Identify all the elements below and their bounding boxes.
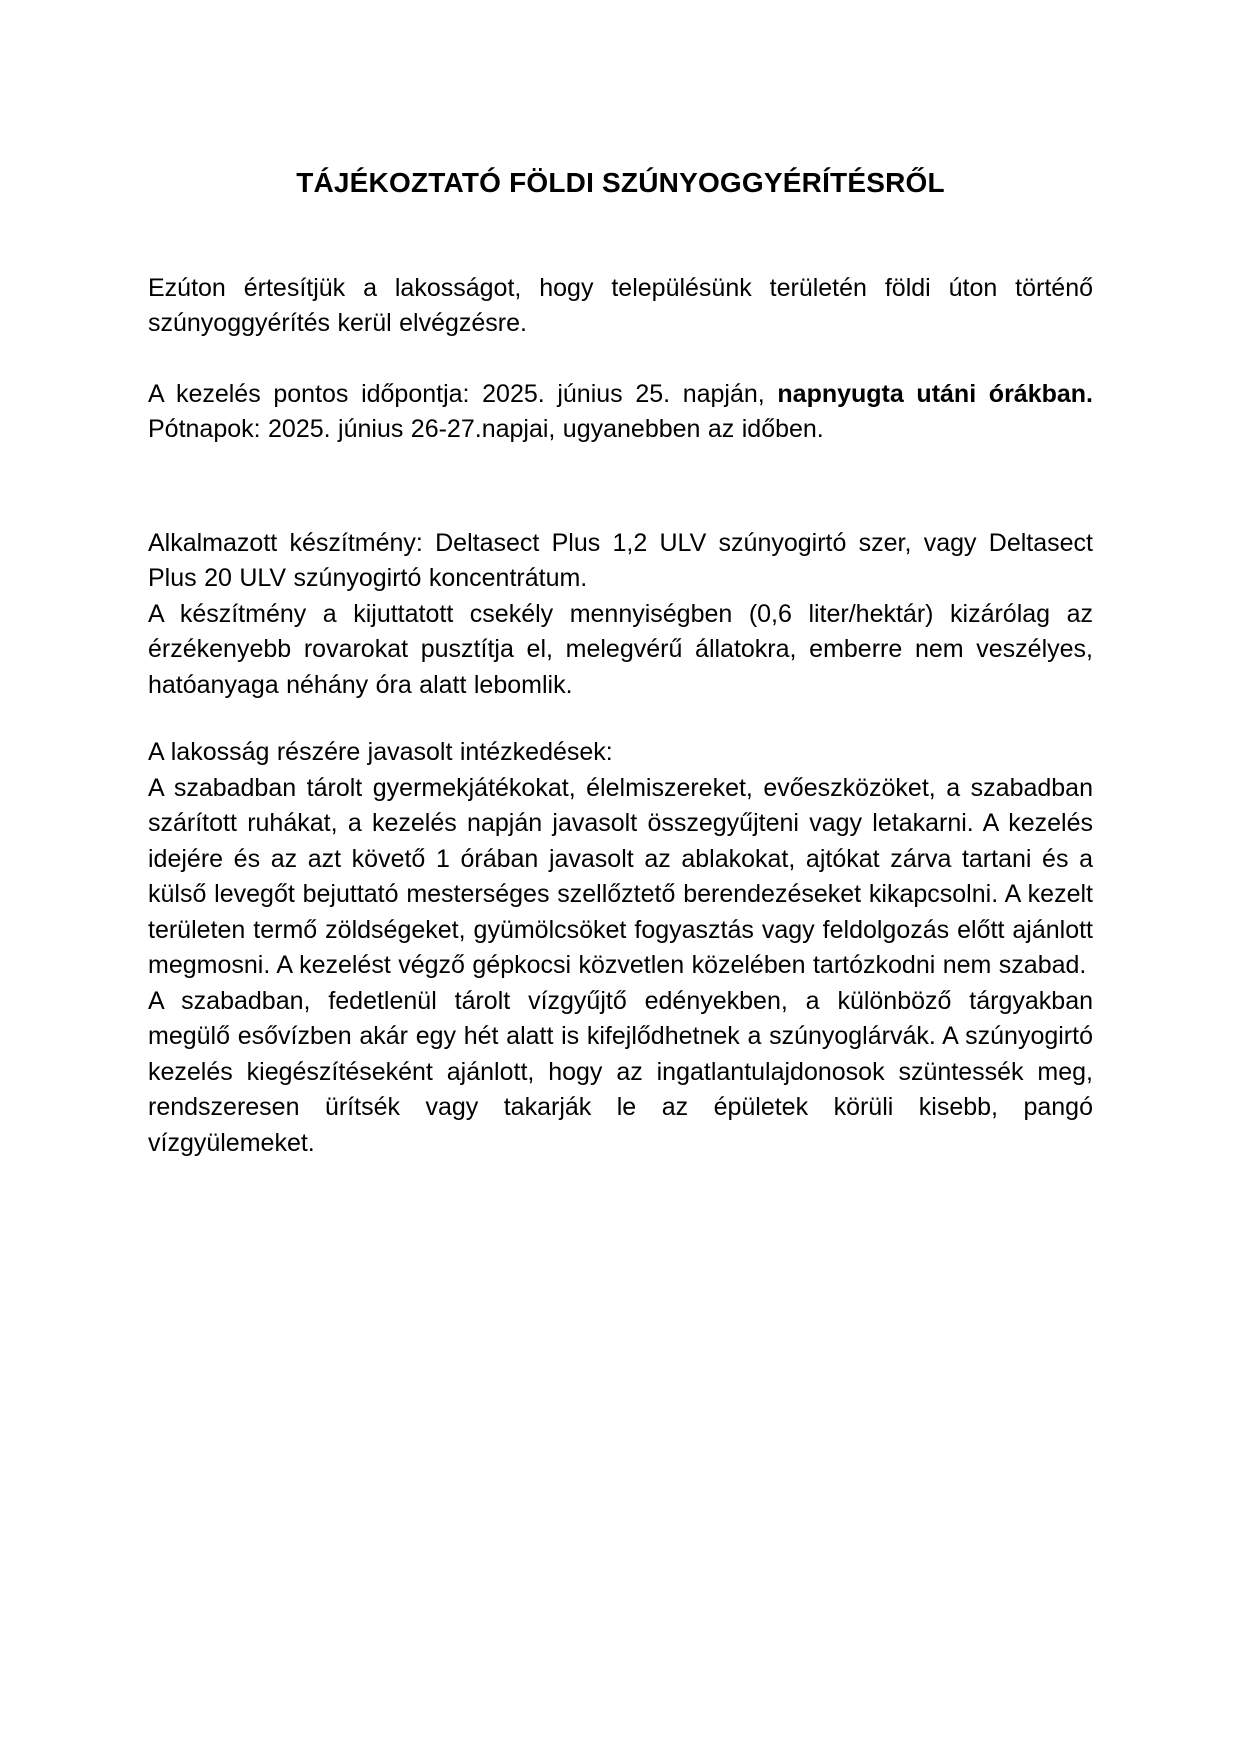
product-safety-paragraph: A készítmény a kijuttatott csekély mennyiségben (0,6 liter/hektár) kizárólag az érzékenyebb rovarokat pusztítja el, melegvérű állatokra, emberre nem veszélyes, hatóanyaga néhány óra alatt lebomlik. <box>148 599 1093 699</box>
document-title: TÁJÉKOZTATÓ FÖLDI SZÚNYOGGYÉRÍTÉSRŐL <box>296 167 945 198</box>
intro-paragraph: Ezúton értesítjük a lakosságot, hogy településünk területén földi úton történő szúnyoggyérítés kerül elvégzésre. <box>148 273 1093 337</box>
measures-paragraph-2: A szabadban, fedetlenül tárolt vízgyűjtő edényekben, a különböző tárgyakban megülő esővízben akár egy hét alatt is kifejlődhetnek a szúnyoglárvák. A szúnyogirtó kezelés kiegészítéseként ajánlott, hogy az ingatlantulajdonosok szüntessék meg, rendszeresen ürítsék vagy takarják le az épületek körüli kisebb, pangó vízgyülemeket. <box>148 986 1093 1157</box>
schedule-bold-text: napnyugta utáni órákban. <box>777 379 1093 408</box>
schedule-extra-days: Pótnapok: 2025. június 26-27.napjai, ugyanebben az időben. <box>148 415 824 443</box>
measures-heading: A lakosság részére javasolt intézkedések: <box>148 738 613 766</box>
schedule-text: A kezelés pontos időpontja: 2025. június 25. napján, <box>148 379 778 408</box>
product-paragraph: Alkalmazott készítmény: Deltasect Plus 1,2 ULV szúnyogirtó szer, vagy Deltasect Plus 20 ULV szúnyogirtó koncentrátum. <box>148 528 1093 592</box>
schedule-paragraph <box>148 377 1093 448</box>
measures-paragraph-1: A szabadban tárolt gyermekjátékokat, élelmiszereket, evőeszközöket, a szabadban szárított ruhákat, a kezelés napján javasolt összegyűjteni vagy letakarni. A kezelés idejére és az azt követő 1 órában javasolt az ablakokat, ajtókat zárva tartani és a külső levegőt bejuttató mesterséges szellőztető berendezéseket kikapcsolni. A kezelt területen termő zöldségeket, gyümölcsöket fogyasztás vagy feldolgozás előtt ajánlott megmosni. A kezelést végző gépkocsi közvetlen közelében tartózkodni nem szabad. <box>148 773 1093 979</box>
